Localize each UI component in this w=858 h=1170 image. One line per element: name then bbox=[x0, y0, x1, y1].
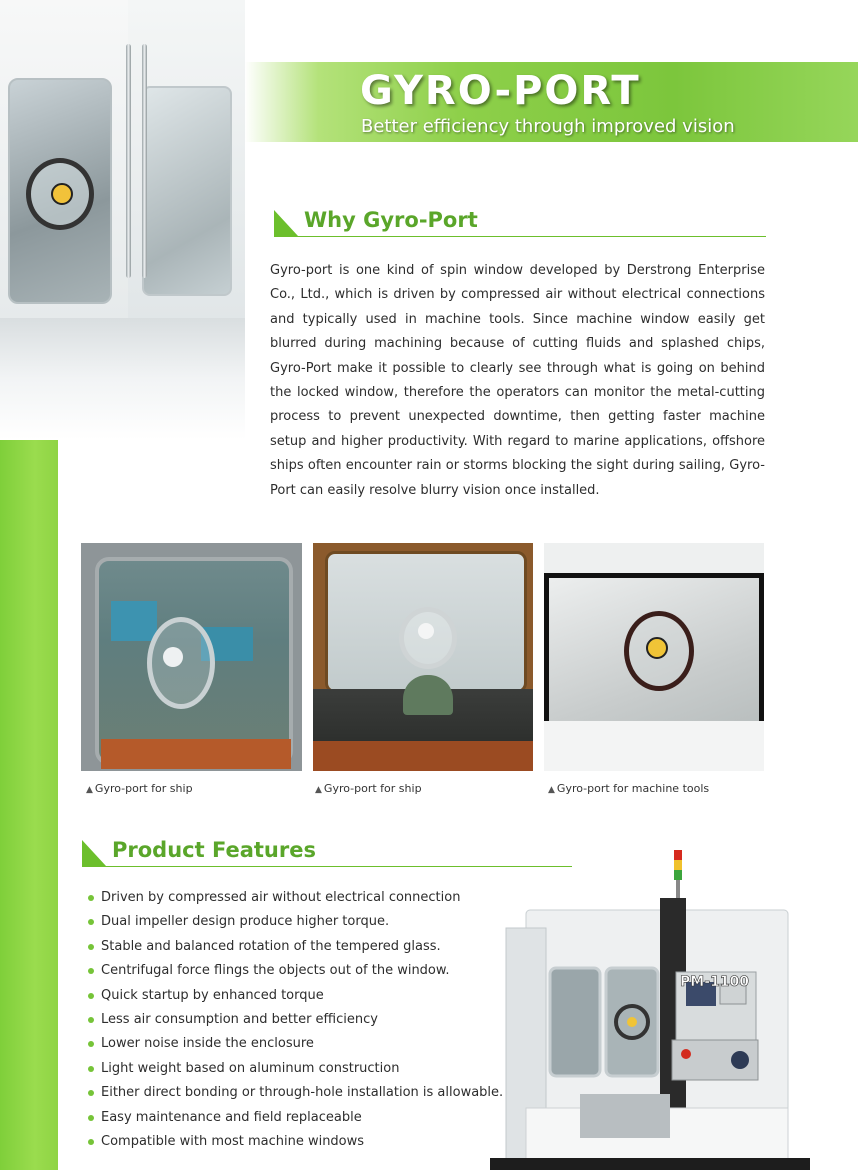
caption-photo-3 bbox=[548, 782, 709, 795]
bullet-icon bbox=[88, 895, 94, 901]
bullet-icon bbox=[88, 1017, 94, 1023]
why-heading-label: Why Gyro-Port bbox=[304, 208, 478, 232]
list-item: Stable and balanced rotation of the tempered glass. bbox=[87, 935, 503, 959]
list-item: Light weight based on aluminum construction bbox=[87, 1057, 503, 1081]
bullet-icon bbox=[88, 1066, 94, 1072]
heading-triangle-icon bbox=[82, 840, 106, 866]
bullet-icon bbox=[88, 968, 94, 974]
bullet-icon bbox=[88, 1090, 94, 1096]
list-item: Less air consumption and better efficiency bbox=[87, 1008, 503, 1032]
features-list bbox=[87, 886, 503, 1154]
bullet-icon bbox=[88, 1115, 94, 1121]
features-heading-label: Product Features bbox=[112, 838, 316, 862]
list-item: Centrifugal force flings the objects out of the window. bbox=[87, 959, 503, 983]
caption-text: Gyro-port for ship bbox=[94, 782, 193, 795]
hero-handle-left bbox=[126, 44, 131, 278]
caption-text: Gyro-port for ship bbox=[323, 782, 422, 795]
caption-triangle-icon: ▲ bbox=[315, 785, 322, 795]
why-heading bbox=[274, 208, 766, 238]
hero-machine-image bbox=[0, 0, 245, 440]
hero-gyro-port bbox=[26, 158, 94, 230]
machining-center-image bbox=[490, 850, 810, 1170]
list-item: Quick startup by enhanced torque bbox=[87, 984, 503, 1008]
bullet-icon bbox=[88, 919, 94, 925]
hero-handle-right bbox=[142, 44, 147, 278]
caption-triangle-icon: ▲ bbox=[86, 785, 93, 795]
caption-photo-2 bbox=[315, 782, 422, 795]
list-item: Lower noise inside the enclosure bbox=[87, 1032, 503, 1056]
bullet-icon bbox=[88, 944, 94, 950]
photo-ship-2 bbox=[313, 543, 533, 771]
why-heading-rule bbox=[274, 236, 766, 237]
heading-triangle-icon bbox=[274, 210, 298, 236]
caption-triangle-icon: ▲ bbox=[548, 785, 555, 795]
photo-ship-1 bbox=[81, 543, 302, 771]
machine-model-label: PM-1100 bbox=[680, 974, 749, 990]
why-body-text: Gyro-port is one kind of spin window developed by Derstrong Enterprise Co., Ltd., which is driven by compressed air without electrical connections and typically used in machine tools. Since machine window easily get blurred during machining because of cutting fluids and splashed chips, Gyro-Port make it possible to clearly see through what is going on behind the locked window, therefore the operators can monitor the metal-cutting process to prevent unexpected downtime, then getting faster machine setup and higher productivity. With regard to marine applications, offshore ships often encounter rain or storms blocking the sight during sailing, Gyro-Port can easily resolve blurry vision once installed. bbox=[270, 263, 765, 498]
list-item: Easy maintenance and field replaceable bbox=[87, 1106, 503, 1130]
side-bar bbox=[0, 360, 58, 1170]
bullet-icon bbox=[88, 993, 94, 999]
list-item: Driven by compressed air without electrical connection bbox=[87, 886, 503, 910]
list-item: Dual impeller design produce higher torque. bbox=[87, 910, 503, 934]
page-subtitle: Better efficiency through improved vision bbox=[361, 116, 735, 137]
list-item: Compatible with most machine windows bbox=[87, 1130, 503, 1154]
caption-text: Gyro-port for machine tools bbox=[556, 782, 710, 795]
hero-window-right bbox=[142, 86, 232, 296]
list-item: Either direct bonding or through-hole installation is allowable. bbox=[87, 1081, 503, 1105]
bullet-icon bbox=[88, 1041, 94, 1047]
photo-machine-tool bbox=[544, 543, 764, 771]
hero-base bbox=[0, 318, 245, 440]
caption-photo-1 bbox=[86, 782, 193, 795]
page-title: GYRO-PORT bbox=[360, 68, 641, 114]
bullet-icon bbox=[88, 1139, 94, 1145]
